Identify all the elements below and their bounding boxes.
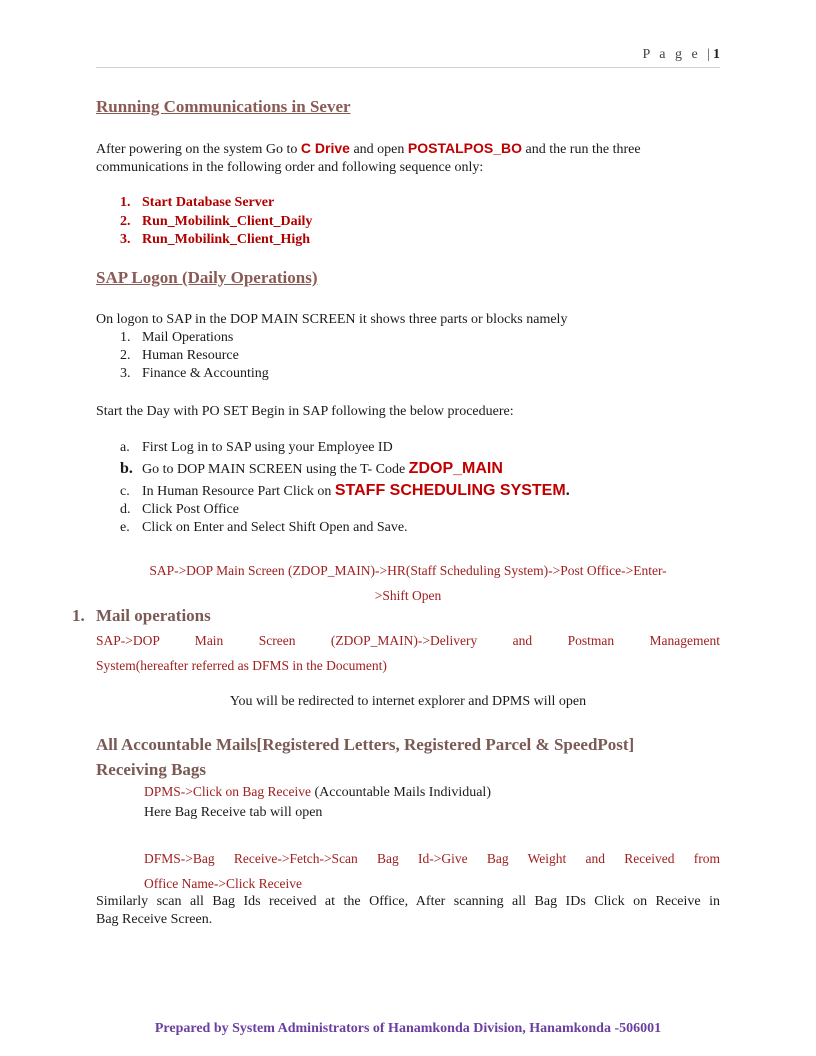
page-number: [643, 47, 721, 63]
bag-receive-click-path: DPMS->Click on Bag Receive (Accountable Mails Individual): [144, 784, 491, 800]
similarly-scan-paragraph: Similarly scan all Bag Ids received at the Office, After scanning all Bag IDs Click on Receive in Bag Receive Screen.: [96, 894, 720, 927]
communication-steps: [120, 194, 312, 250]
mail-navigation-path: SAP->DOP Main Screen (ZDOP_MAIN)->Delivery and Postman Management System(hereafter referred as DFMS in the Document): [96, 633, 720, 673]
procedure-item-b: b. Go to DOP MAIN SCREEN using the T- Code ZDOP_MAIN: [120, 460, 503, 477]
procedure-item-e: e. Click on Enter and Select Shift Open and Save.: [120, 520, 408, 535]
section-title-running-communications: Running Communications in Sever: [96, 97, 351, 116]
list-item: 2. Human Resource: [120, 348, 239, 363]
list-item: 2. Run_Mobilink_Client_Daily: [120, 213, 313, 229]
list-item: 3. Finance & Accounting: [120, 366, 269, 381]
list-item: 1. Start Database Server: [120, 195, 275, 210]
procedure-item-c: c. In Human Resource Part Click on STAFF SCHEDULING SYSTEM.: [120, 482, 570, 499]
folder-name: POSTALPOS_BO: [407, 140, 522, 156]
scan-bag-path: DFMS->Bag Receive->Fetch->Scan Bag Id->Give Bag Weight and Received from Office Name->Click Receive: [144, 851, 720, 891]
redirect-note: You will be redirected to internet explorer and DPMS will open: [229, 694, 587, 709]
mail-operations-heading: 1. Mail operations: [72, 606, 211, 625]
list-item: 3. Run_Mobilink_Client_High: [120, 232, 311, 247]
sap-intro: On logon to SAP in the DOP MAIN SCREEN it shows three parts or blocks namely: [96, 312, 568, 327]
sap-blocks-list: [120, 329, 269, 383]
start-day-text: Start the Day with PO SET Begin in SAP following the below proceduere:: [96, 404, 514, 419]
section1-intro: [96, 139, 720, 177]
intro-text: communications in the following order and following sequence only:: [96, 160, 484, 175]
tcode: ZDOP_MAIN: [408, 460, 503, 477]
list-item: 1. Mail Operations: [120, 330, 234, 345]
intro-text: and the run the three: [521, 142, 641, 157]
accountable-mails-heading: All Accountable Mails[Registered Letters, Registered Parcel & SpeedPost] Receiving Bags: [96, 735, 635, 779]
bag-receive-tab-note: Here Bag Receive tab will open: [144, 805, 323, 820]
footer-prepared-by: Prepared by System Administrators of Hanamkonda Division, Hanamkonda -506001: [154, 1021, 662, 1036]
hr-navigation-path: SAP->DOP Main Screen (ZDOP_MAIN)->HR(Staff Scheduling System)->Post Office->Enter- >Shift Open: [149, 563, 667, 603]
section-title-sap-logon: SAP Logon (Daily Operations): [96, 268, 318, 287]
header-divider: [96, 67, 720, 68]
intro-text: After powering on the system Go to: [96, 142, 301, 157]
staff-scheduling-system: STAFF SCHEDULING SYSTEM: [334, 482, 566, 499]
procedure-item-d: d. Click Post Office: [120, 502, 239, 517]
page-label: P a g e |: [642, 47, 713, 62]
intro-text: and open: [349, 142, 408, 157]
drive-name: C Drive: [300, 140, 350, 156]
page-num: 1: [713, 47, 720, 62]
procedure-item-a: a. First Log in to SAP using your Employee ID: [120, 440, 393, 455]
